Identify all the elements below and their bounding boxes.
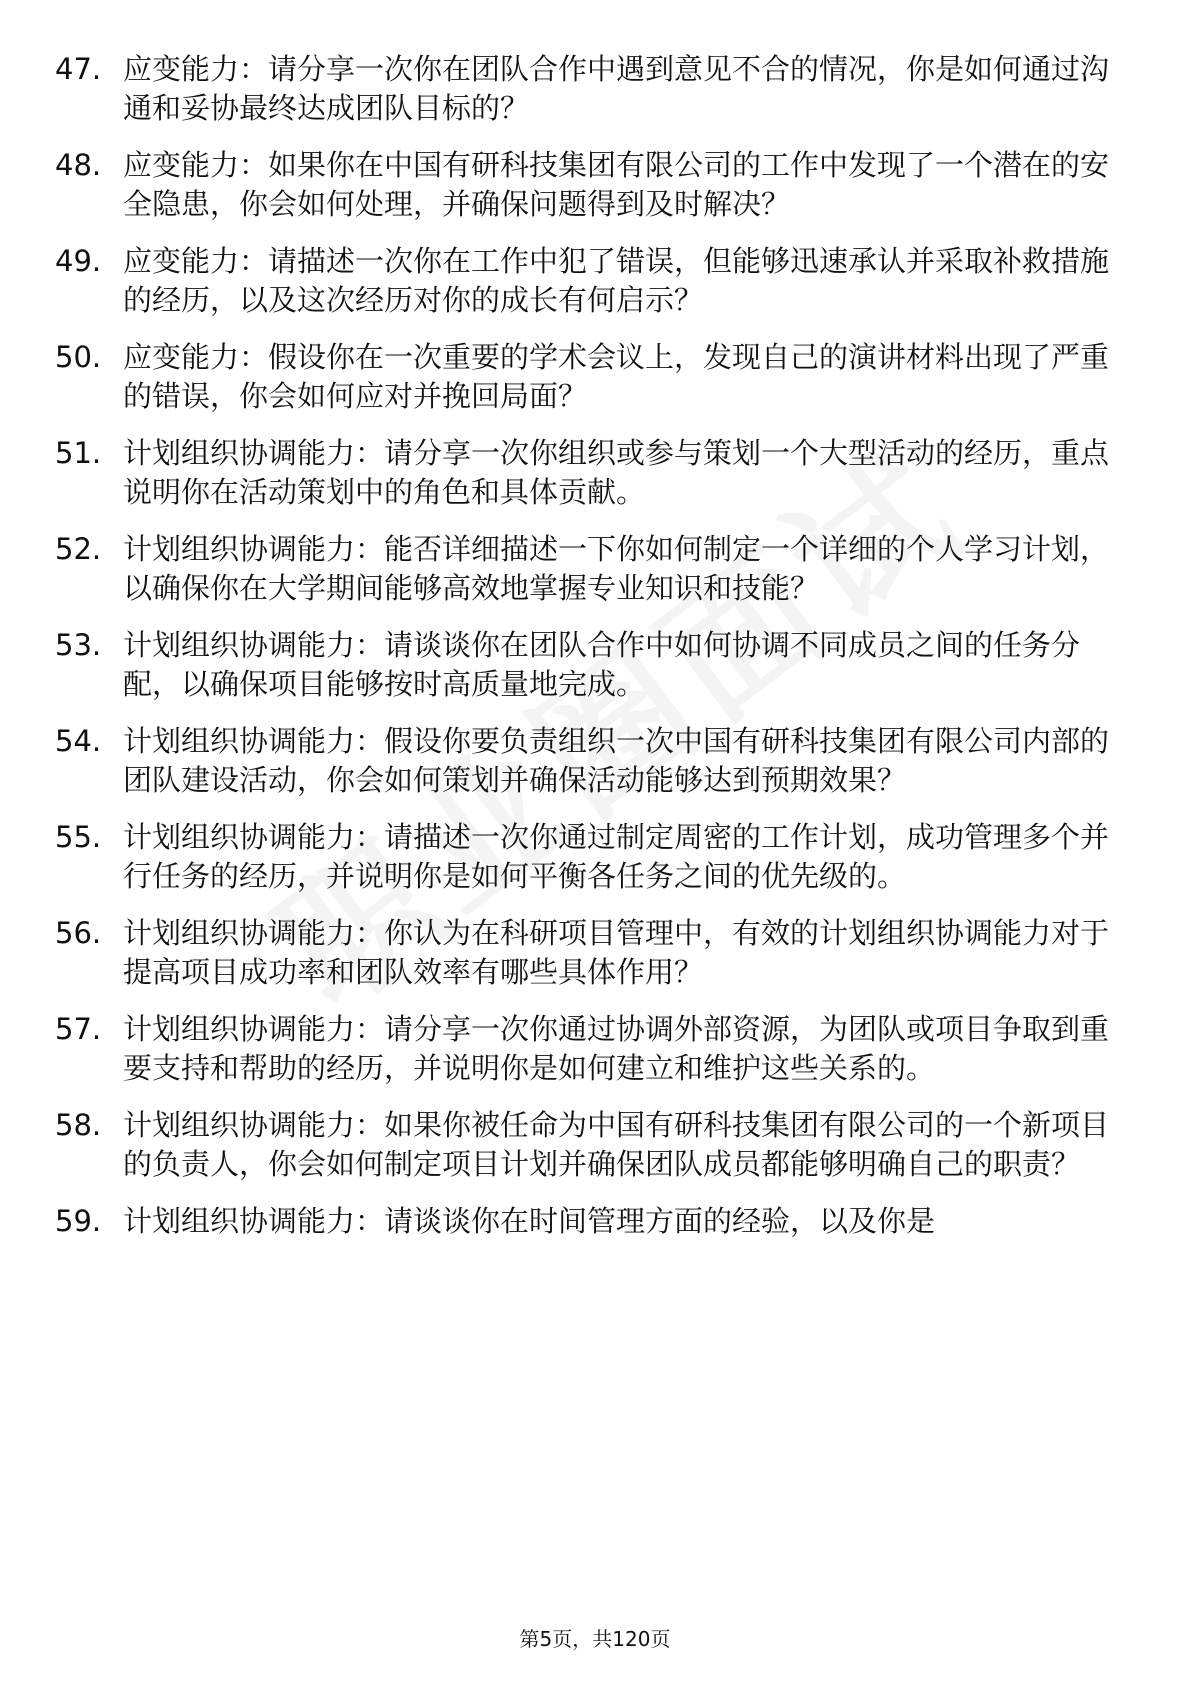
question-number: 53. [55,628,102,662]
question-number: 52. [55,532,102,566]
question-text: 计划组织协调能力：请谈谈你在时间管理方面的经验，以及你是 [123,1204,936,1238]
question-number: 47. [55,52,102,86]
list-item [55,50,1135,128]
list-item [55,434,1135,512]
question-text: 计划组织协调能力：请分享一次你通过协调外部资源，为团队或项目争取到重要支持和帮助的经历，并说明你是如何建立和维护这些关系的。 [123,1012,1110,1085]
question-text: 计划组织协调能力：假设你要负责组织一次中国有研科技集团有限公司内部的团队建设活动，你会如何策划并确保活动能够达到预期效果？ [123,724,1110,797]
list-item [55,1106,1135,1184]
question-text: 计划组织协调能力：请描述一次你通过制定周密的工作计划，成功管理多个并行任务的经历，并说明你是如何平衡各任务之间的优先级的。 [123,820,1110,893]
question-number: 57. [55,1012,102,1046]
list-item [55,1010,1135,1088]
page-footer [0,1626,1190,1652]
question-number: 59. [55,1204,102,1238]
question-text: 应变能力：请描述一次你在工作中犯了错误，但能够迅速承认并采取补救措施的经历，以及这次经历对你的成长有何启示？ [123,244,1110,317]
question-number: 55. [55,820,102,854]
list-item [55,818,1135,896]
question-text: 计划组织协调能力：你认为在科研项目管理中，有效的计划组织协调能力对于提高项目成功率和团队效率有哪些具体作用？ [123,916,1110,989]
question-number: 56. [55,916,102,950]
question-text: 计划组织协调能力：能否详细描述一下你如何制定一个详细的个人学习计划，以确保你在大学期间能够高效地掌握专业知识和技能？ [123,532,1110,605]
list-item [55,242,1135,320]
list-item [55,914,1135,992]
list-item [55,1202,1135,1241]
list-item [55,722,1135,800]
question-text: 计划组织协调能力：如果你被任命为中国有研科技集团有限公司的一个新项目的负责人，你会如何制定项目计划并确保团队成员都能够明确自己的职责？ [123,1108,1110,1181]
page-number: 第5页，共120页 [519,1627,671,1651]
list-item [55,626,1135,704]
list-item [55,146,1135,224]
question-list [55,50,1135,1259]
question-text: 计划组织协调能力：请分享一次你组织或参与策划一个大型活动的经历，重点说明你在活动策划中的角色和具体贡献。 [123,436,1110,509]
question-number: 54. [55,724,102,758]
question-text: 应变能力：如果你在中国有研科技集团有限公司的工作中发现了一个潜在的安全隐患，你会如何处理，并确保问题得到及时解决？ [123,148,1110,221]
question-text: 应变能力：请分享一次你在团队合作中遇到意见不合的情况，你是如何通过沟通和妥协最终达成团队目标的？ [123,52,1110,125]
list-item [55,530,1135,608]
question-text: 计划组织协调能力：请谈谈你在团队合作中如何协调不同成员之间的任务分配，以确保项目能够按时高质量地完成。 [123,628,1081,701]
question-number: 58. [55,1108,102,1142]
question-number: 50. [55,340,102,374]
question-number: 49. [55,244,102,278]
question-number: 51. [55,436,102,470]
question-text: 应变能力：假设你在一次重要的学术会议上，发现自己的演讲材料出现了严重的错误，你会如何应对并挽回局面？ [123,340,1110,413]
list-item [55,338,1135,416]
question-number: 48. [55,148,102,182]
